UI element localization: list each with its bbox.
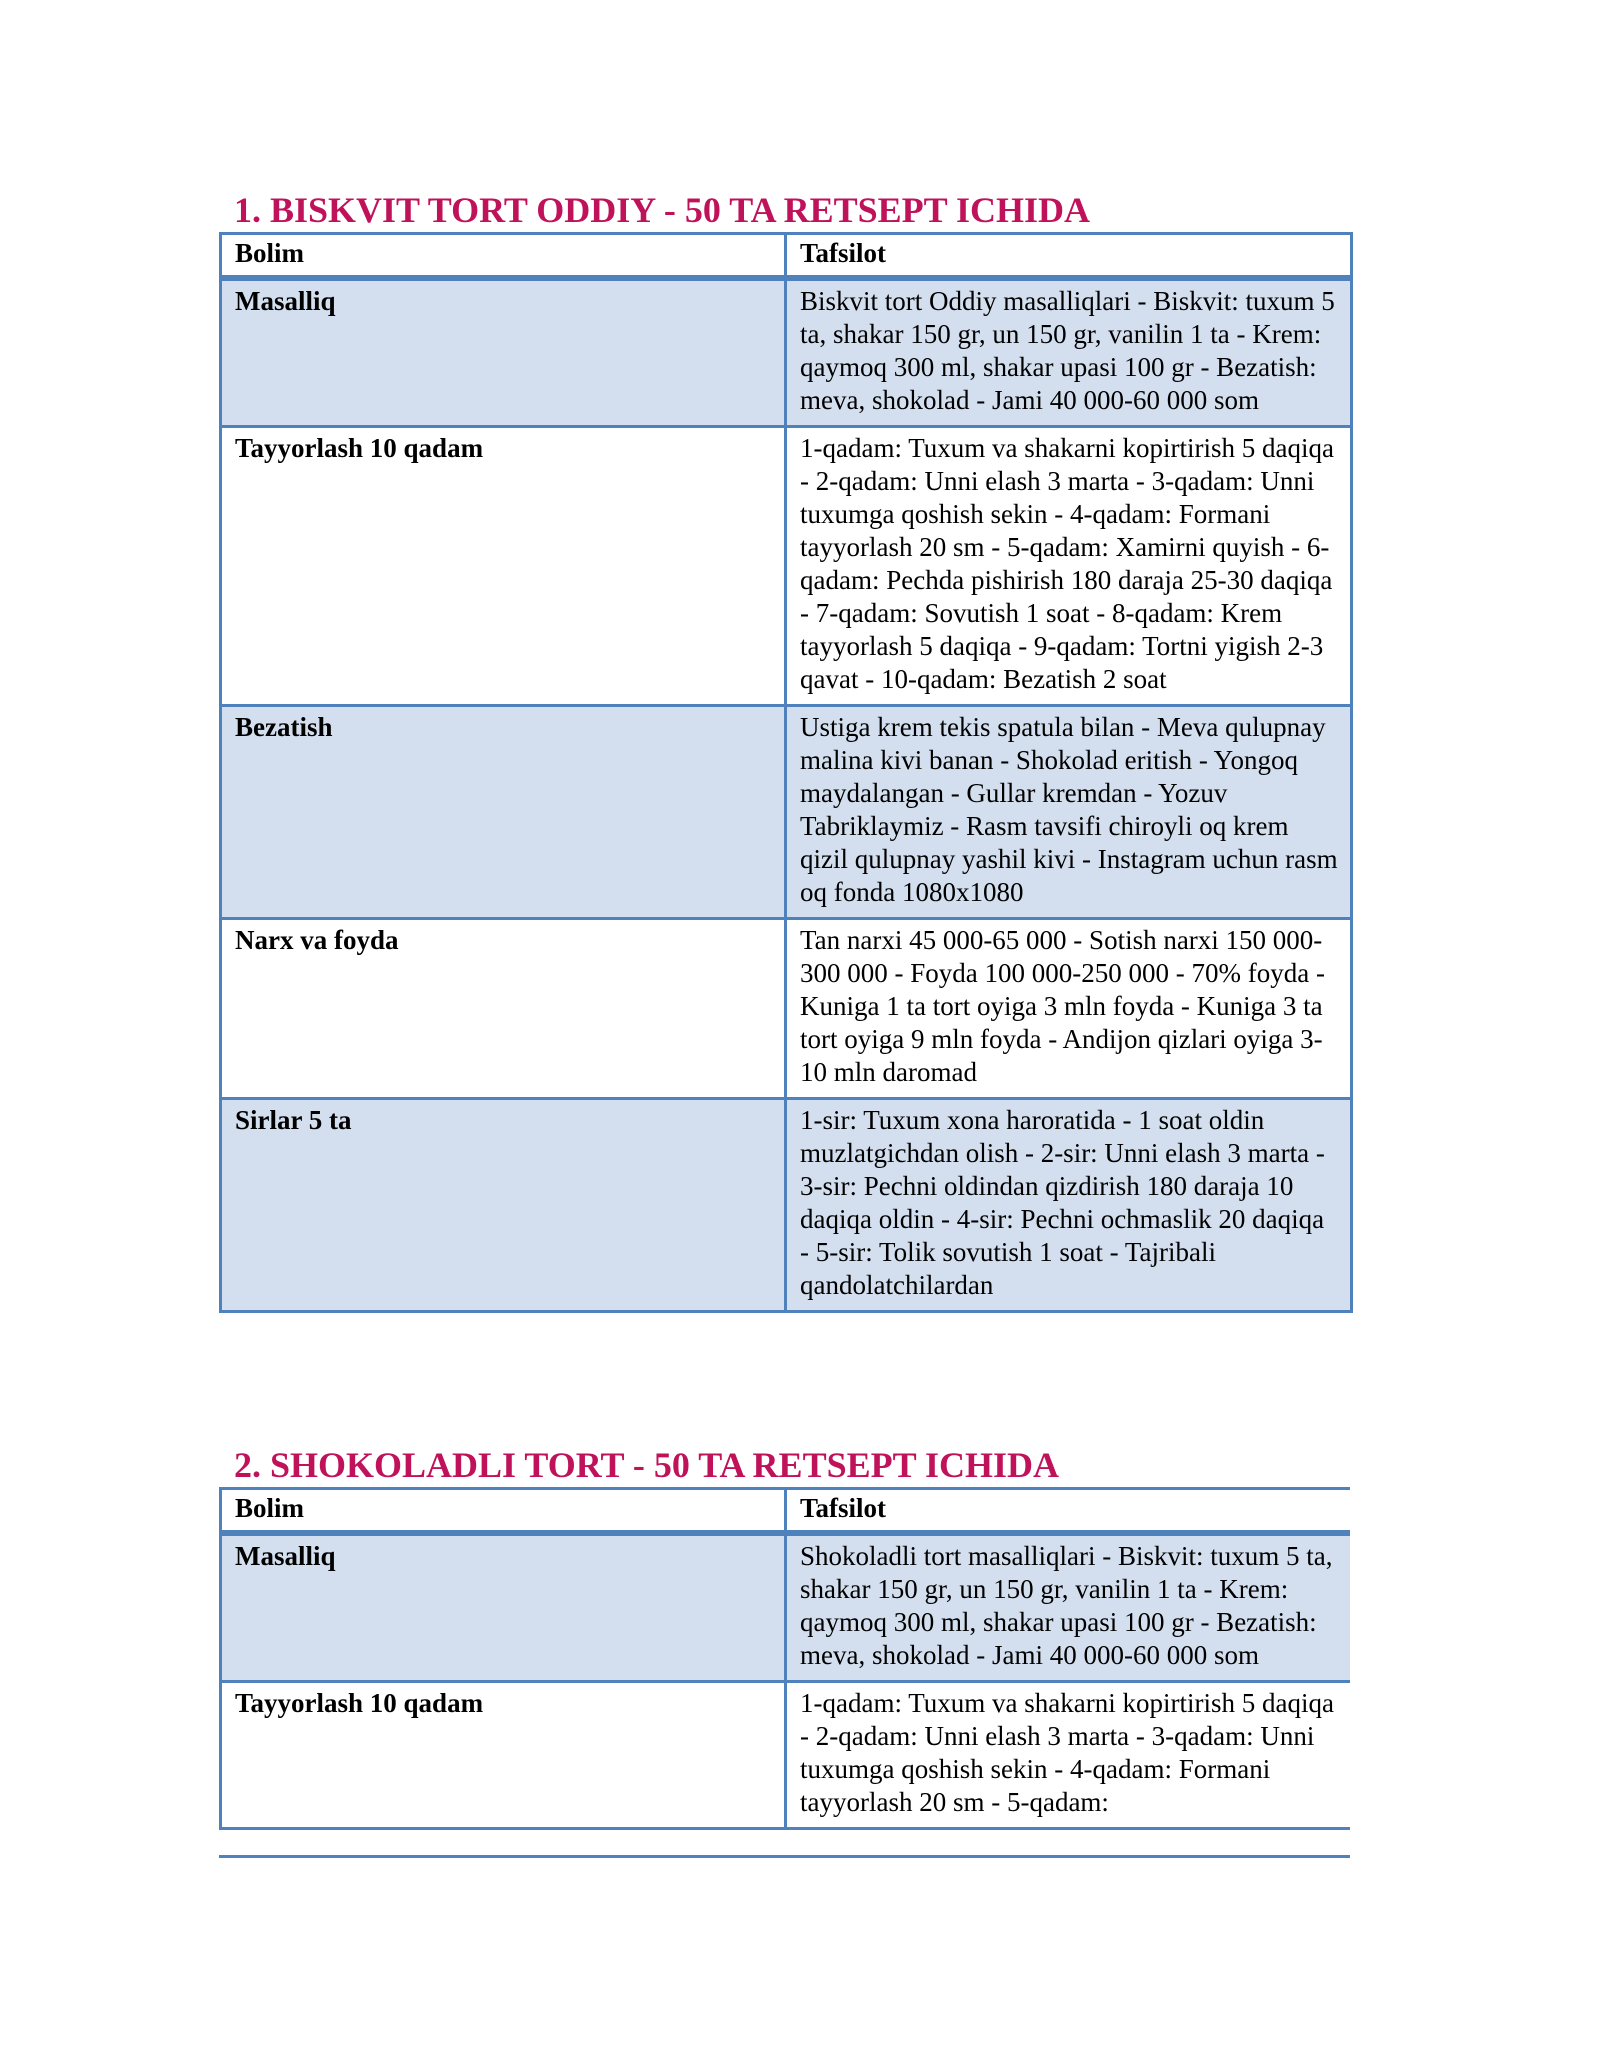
table-row: [221, 919, 1352, 1099]
row-detail: 1-qadam: Tuxum va shakarni kopirtirish 5 daqiqa - 2-qadam: Unni elash 3 marta - 3-qadam: Unni tuxumga qoshish sekin - 4-qadam: Formani tayyorlash 20 sm - 5-qadam:: [786, 1682, 1351, 1829]
row-detail: Biskvit tort Oddiy masalliqlari - Biskvit: tuxum 5 ta, shakar 150 gr, un 150 gr, vanilin 1 ta - Krem: qaymoq 300 ml, shakar upasi 100 gr - Bezatish: meva, shokolad - Jami 40 000-60 000 som: [786, 278, 1352, 427]
column-header-tafsilot: Tafsilot: [786, 1489, 1351, 1534]
row-label: Tayyorlash 10 qadam: [221, 1682, 786, 1829]
section-title: 2. SHOKOLADLI TORT - 50 TA RETSEPT ICHIDA: [234, 1445, 1059, 1485]
recipe-section-1: [219, 185, 1350, 1313]
row-detail: Ustiga krem tekis spatula bilan - Meva qulupnay malina kivi banan - Shokolad eritish - Yongoq maydalangan - Gullar kremdan - Yozuv Tabriklaymiz - Rasm tavsifi chiroyli oq krem qizil qulupnay yashil kivi - Instagram uchun rasm oq fonda 1080x1080: [786, 706, 1352, 919]
recipe-table: [219, 232, 1353, 1313]
row-detail: 1-sir: Tuxum xona haroratida - 1 soat oldin muzlatgichdan olish - 2-sir: Unni elash 3 marta - 3-sir: Pechni oldindan qizdirish 180 daraja 10 daqiqa oldin - 4-sir: Pechni ochmaslik 20 daqiqa - 5-sir: Tolik sovutish 1 soat - Tajribali qandolatchilardan: [786, 1099, 1352, 1312]
column-header-tafsilot: Tafsilot: [786, 234, 1352, 279]
table-row: [221, 427, 1352, 706]
table-row: [221, 706, 1352, 919]
table-row: [221, 1533, 1351, 1682]
table-row: [221, 1099, 1352, 1312]
recipe-section-2: [219, 1440, 1350, 1858]
row-label: Sirlar 5 ta: [221, 1099, 786, 1312]
row-label: Tayyorlash 10 qadam: [221, 427, 786, 706]
table-row: [221, 278, 1352, 427]
row-detail: Shokoladli tort masalliqlari - Biskvit: tuxum 5 ta, shakar 150 gr, un 150 gr, vanilin 1 ta - Krem: qaymoq 300 ml, shakar upasi 100 gr - Bezatish: meva, shokolad - Jami 40 000-60 000 som: [786, 1533, 1351, 1682]
row-label: Bezatish: [221, 706, 786, 919]
table-clip: [219, 1487, 1350, 1858]
column-header-bolim: Bolim: [221, 1489, 786, 1534]
row-detail: Tan narxi 45 000-65 000 - Sotish narxi 150 000-300 000 - Foyda 100 000-250 000 - 70% foyda - Kuniga 1 ta tort oyiga 3 mln foyda - Kuniga 3 ta tort oyiga 9 mln foyda - Andijon qizlari oyiga 3-10 mln daromad: [786, 919, 1352, 1099]
table-header-row: [221, 1489, 1351, 1534]
section-title: 1. BISKVIT TORT ODDIY - 50 TA RETSEPT ICHIDA: [234, 190, 1091, 230]
recipe-table: [219, 1487, 1350, 1830]
row-detail: 1-qadam: Tuxum va shakarni kopirtirish 5 daqiqa - 2-qadam: Unni elash 3 marta - 3-qadam: Unni tuxumga qoshish sekin - 4-qadam: Formani tayyorlash 20 sm - 5-qadam: Xamirni quyish - 6-qadam: Pechda pishirish 180 daraja 25-30 daqiqa - 7-qadam: Sovutish 1 soat - 8-qadam: Krem tayyorlash 5 daqiqa - 9-qadam: Tortni yigish 2-3 qavat - 10-qadam: Bezatish 2 soat: [786, 427, 1352, 706]
row-label: Masalliq: [221, 278, 786, 427]
table-row: [221, 1682, 1351, 1829]
row-label: Narx va foyda: [221, 919, 786, 1099]
table-header-row: [221, 234, 1352, 279]
column-header-bolim: Bolim: [221, 234, 786, 279]
row-label: Masalliq: [221, 1533, 786, 1682]
